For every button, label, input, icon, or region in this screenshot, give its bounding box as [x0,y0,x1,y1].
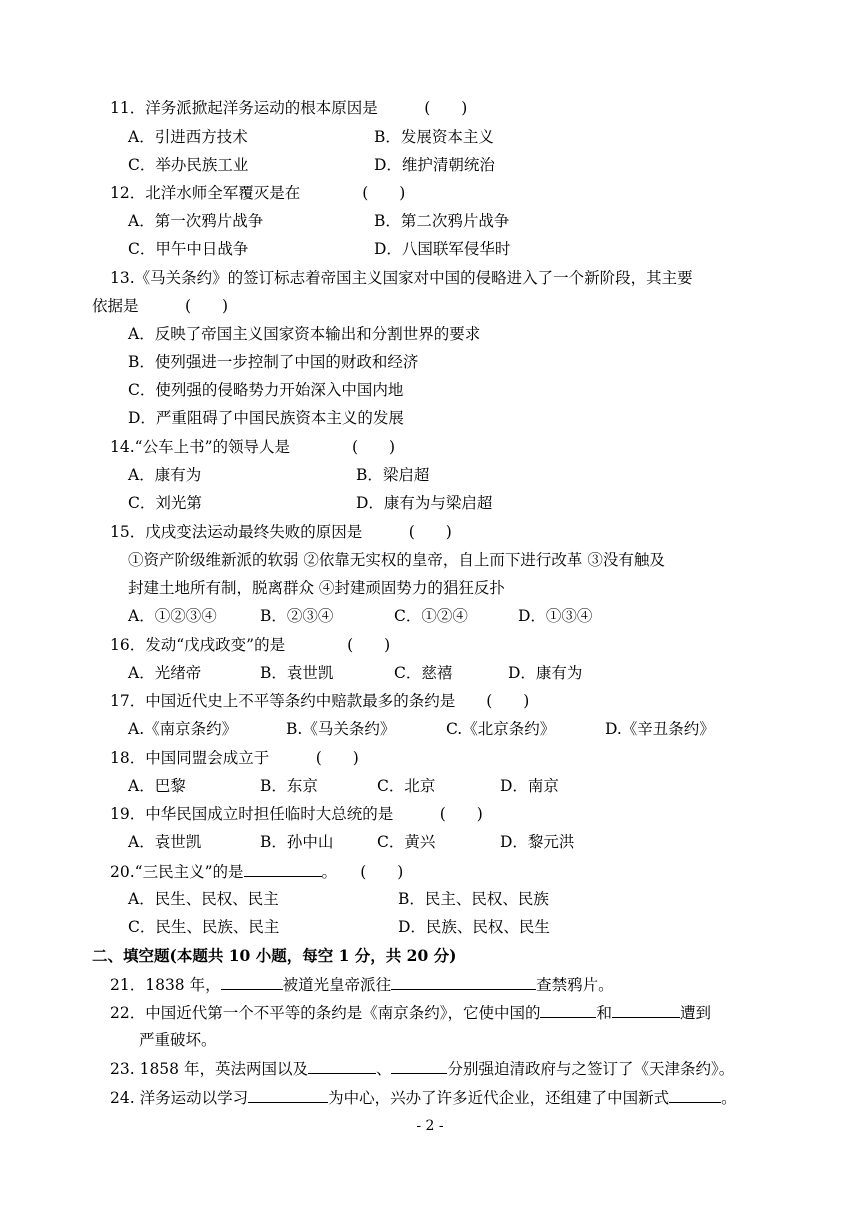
question-15-reasons-line2: 封建土地所有制，脱离群众 ④封建顽固势力的猖狂反扑 [128,579,505,597]
question-24 [110,1087,737,1108]
q15-option-b: B．②③④ [260,607,334,625]
q19-option-d: D．黎元洪 [500,833,575,851]
q14-option-a: A．康有为 [128,466,202,484]
q20-option-b: B．民主、民权、民族 [398,890,549,908]
q20-option-d: D．民族、民权、民生 [398,918,550,936]
question-21 [110,974,614,995]
q19-option-b: B．孙中山 [260,833,334,851]
q12-option-b: B．第二次鸦片战争 [374,212,510,230]
q16-option-c: C．慈禧 [394,664,453,682]
q20-stem-pre: 20.“三民主义”的是 [110,863,244,881]
section-2-heading: 二、填空题(本题共 10 小题，每空 1 分，共 20 分) [92,946,457,965]
question-14-stem: 14.“公车上书”的领导人是 ( ) [110,438,396,456]
q16-option-b: B．袁世凯 [260,664,334,682]
q19-option-a: A．袁世凯 [128,833,202,851]
q21-blank-2 [391,974,536,990]
q12-option-a: A．第一次鸦片战争 [128,212,264,230]
q19-option-c: C．黄兴 [377,833,436,851]
question-20-stem [110,861,403,882]
question-11-stem: 11．洋务派掀起洋务运动的根本原因是 ( ) [110,99,468,117]
q22-blank-2 [612,1002,680,1018]
q23-text-3: 分别强迫清政府与之签订了《天津条约》。 [447,1060,735,1078]
q23-text-1: 23. 1858 年，英法两国以及 [110,1060,308,1078]
question-13-stem-line1: 13.《马关条约》的签订标志着帝国主义国家对中国的侵略进入了一个新阶段，其主要 [110,269,693,287]
q24-blank-1 [248,1087,328,1103]
question-15-reasons-line1: ①资产阶级维新派的软弱 ②依靠无实权的皇帝，自上而下进行改革 ③没有触及 [128,551,665,569]
question-19-stem: 19．中华民国成立时担任临时大总统的是 ( ) [110,805,483,823]
q17-option-c: C.《北京条约》 [446,720,556,738]
q24-blank-2 [669,1087,721,1103]
q21-text-3: 查禁鸦片。 [536,976,614,994]
q22-blank-1 [540,1002,596,1018]
q18-option-d: D．南京 [500,777,559,795]
q11-option-d: D．维护清朝统治 [374,156,495,174]
q20-option-a: A．民生、民权、民主 [128,890,279,908]
question-13-stem-line2: 依据是 ( ) [92,297,229,315]
q24-text-2: 为中心，兴办了许多近代企业，还组建了中国新式 [328,1089,670,1107]
q20-stem-post: 。 ( ) [321,863,404,881]
q13-option-a: A．反映了帝国主义国家资本输出和分割世界的要求 [128,325,481,343]
question-22-line2: 严重破坏。 [139,1031,217,1049]
q22-text-2: 和 [596,1004,612,1022]
q14-option-c: C．刘光第 [128,494,202,512]
q21-text-2: 被道光皇帝派往 [282,976,392,994]
q16-option-d: D．康有为 [508,664,583,682]
question-18-stem: 18．中国同盟会成立于 ( ) [110,749,359,767]
q17-option-a: A.《南京条约》 [128,720,238,738]
q15-option-d: D．①③④ [518,607,593,625]
q23-text-2: 、 [375,1060,392,1078]
q22-text-3: 遭到 [680,1004,712,1022]
q17-option-b: B.《马关条约》 [286,720,396,738]
q24-text-1: 24. 洋务运动以学习 [110,1089,249,1107]
q18-option-b: B．东京 [260,777,318,795]
q20-option-c: C．民生、民族、民主 [128,918,280,936]
q11-option-b: B．发展资本主义 [374,128,494,146]
q11-option-c: C．举办民族工业 [128,156,249,174]
q11-option-a: A．引进西方技术 [128,128,248,146]
q14-option-d: D．康有为与梁启超 [356,494,493,512]
q22-text-1: 22．中国近代第一个不平等的条约是《南京条约》，它使中国的 [110,1004,541,1022]
q13-option-d: D．严重阻碍了中国民族资本主义的发展 [128,409,404,427]
q13-option-c: C．使列强的侵略势力开始深入中国内地 [128,381,404,399]
q15-option-c: C．①②④ [394,607,468,625]
question-12-stem: 12．北洋水师全军覆灭是在 ( ) [110,184,406,202]
q12-option-c: C．甲午中日战争 [128,240,249,258]
q23-blank-1 [308,1058,376,1074]
question-23 [110,1058,734,1079]
q15-option-a: A．①②③④ [128,607,217,625]
q16-option-a: A．光绪帝 [128,664,202,682]
q17-option-d: D.《辛丑条约》 [605,720,715,738]
page-number: - 2 - [416,1118,444,1134]
question-15-stem: 15．戊戌变法运动最终失败的原因是 ( ) [110,523,452,541]
q14-option-b: B．梁启超 [356,466,430,484]
q13-option-b: B．使列强进一步控制了中国的财政和经济 [128,353,419,371]
q20-answer-blank [244,861,322,877]
q18-option-a: A．巴黎 [128,777,186,795]
question-22-line1 [110,1002,711,1023]
q18-option-c: C．北京 [377,777,436,795]
q23-blank-2 [391,1058,447,1074]
q12-option-d: D．八国联军侵华时 [374,240,511,258]
q21-text-1: 21．1838 年， [110,976,221,994]
question-17-stem: 17．中国近代史上不平等条约中赔款最多的条约是 ( ) [110,692,530,710]
q21-blank-1 [221,974,283,990]
q24-text-3: 。 [721,1089,737,1107]
question-16-stem: 16．发动“戊戌政变”的是 ( ) [110,636,391,654]
